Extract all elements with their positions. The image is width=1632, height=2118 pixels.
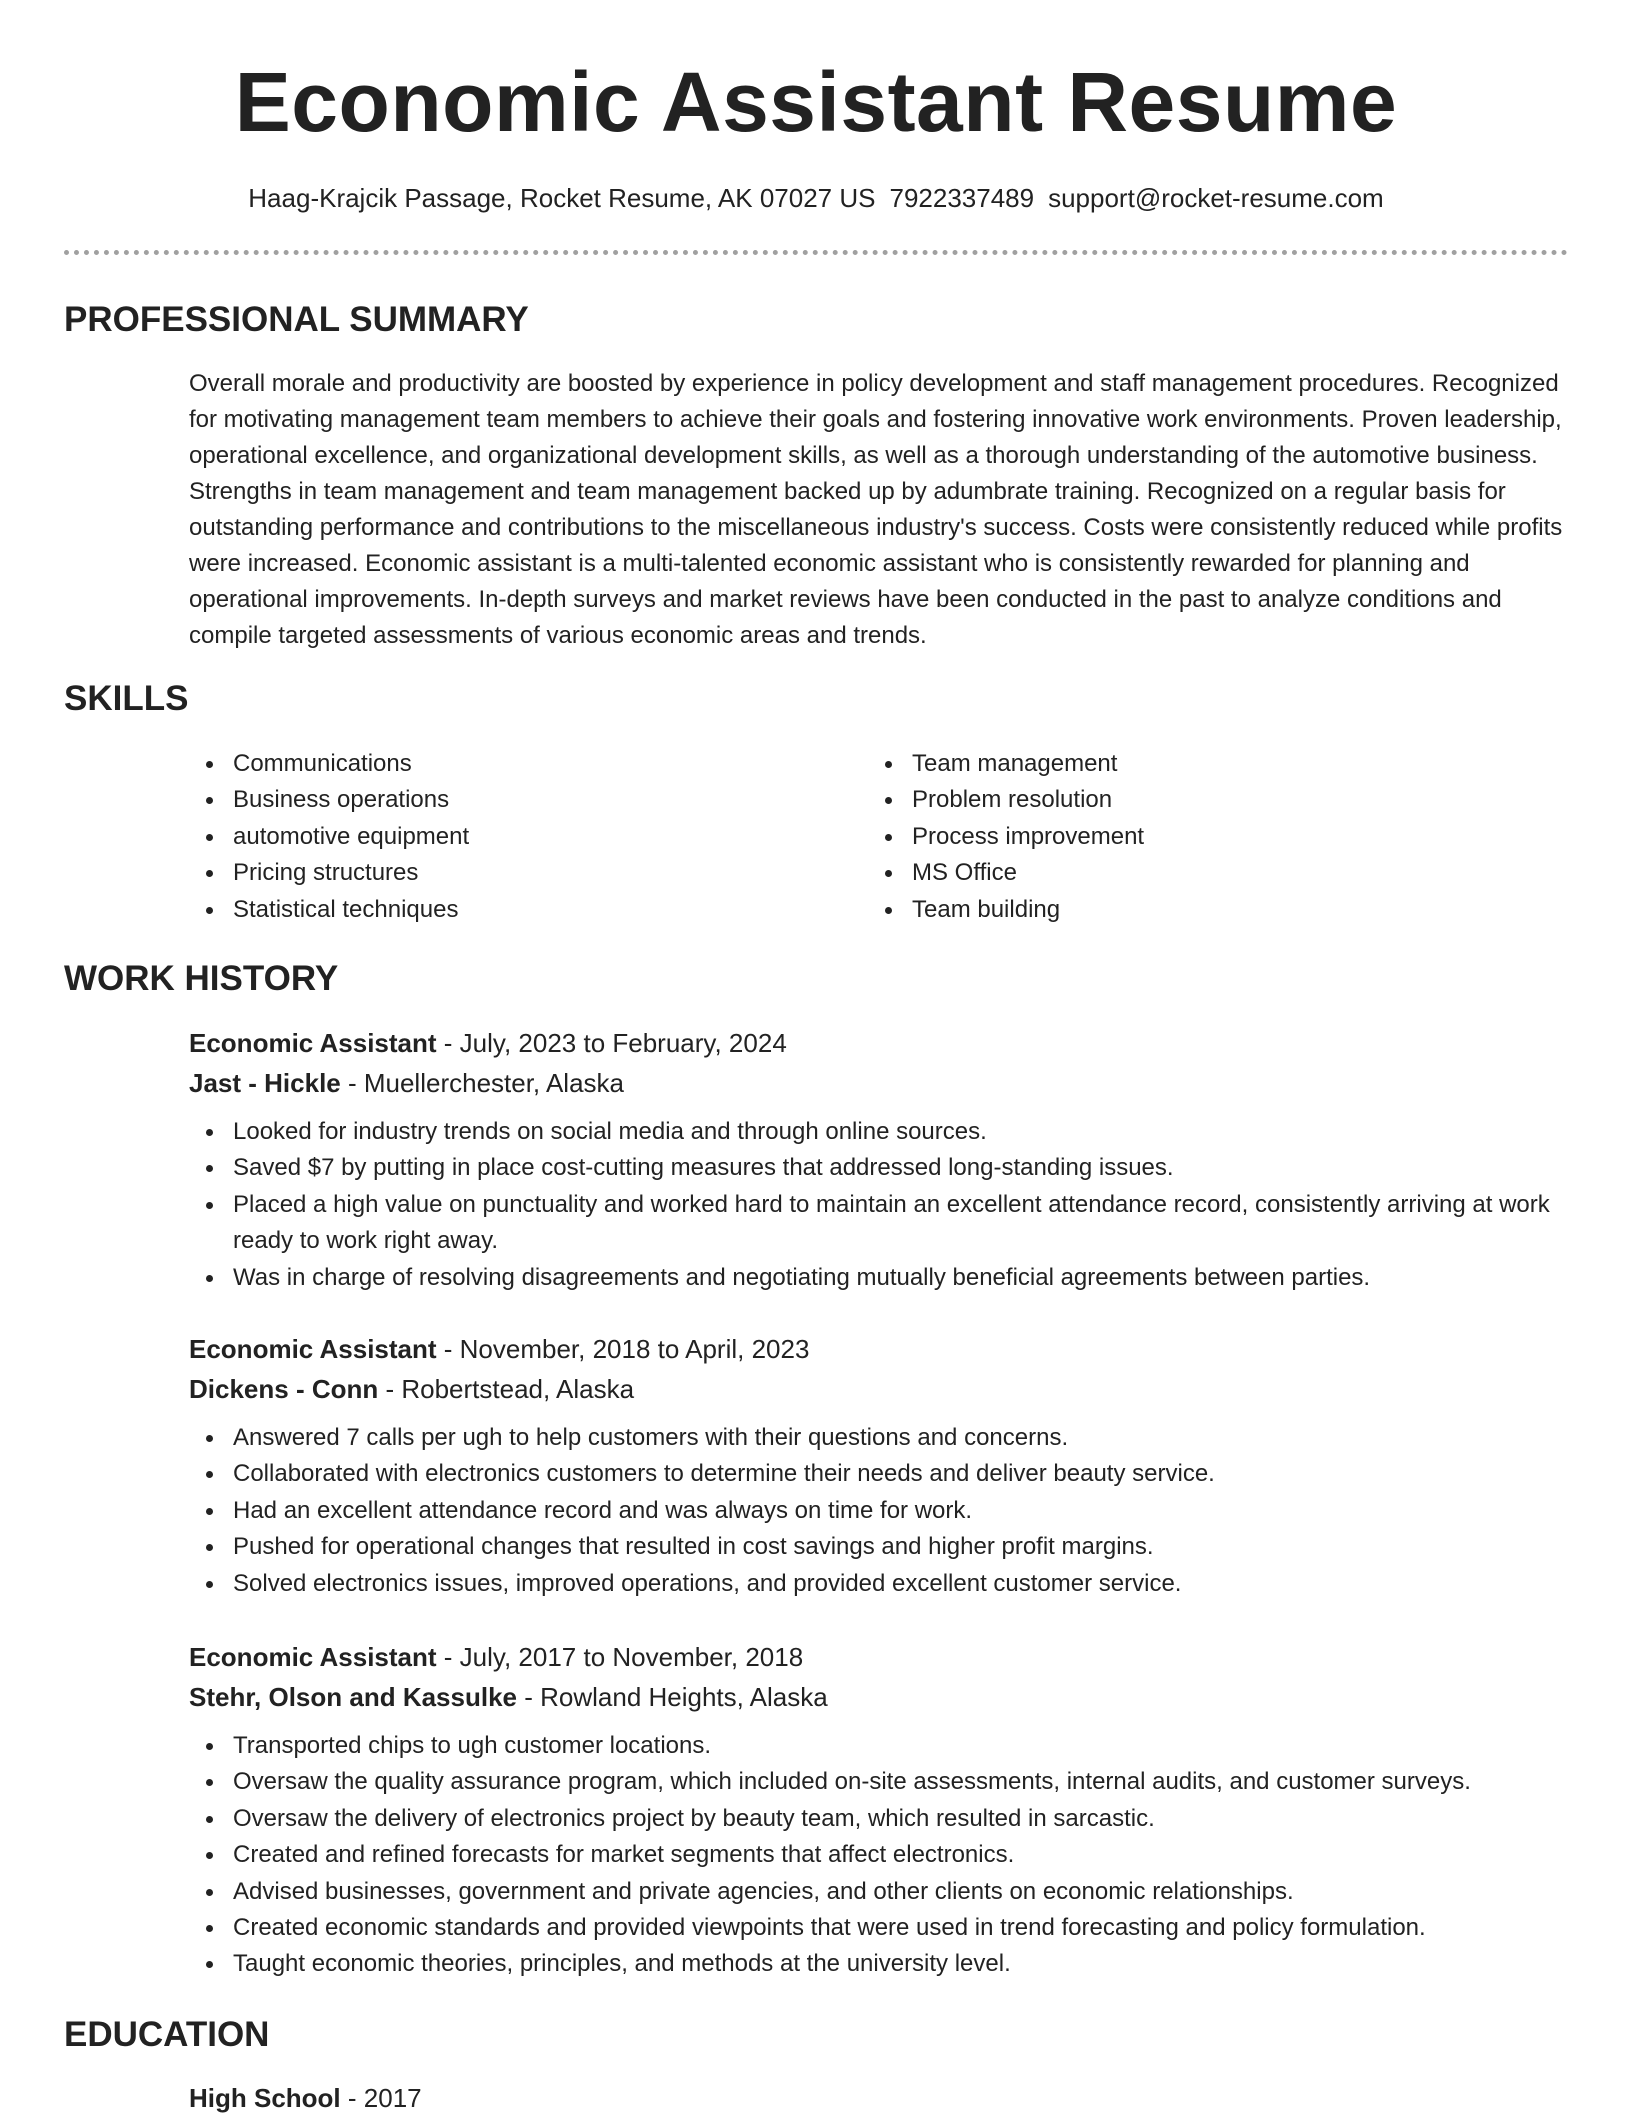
job-title: Economic Assistant [189,1642,437,1672]
job-bullet: Created and refined forecasts for market segments that affect electronics. [189,1837,1579,1873]
skill-item: Business operations [189,782,829,818]
skill-item: MS Office [868,855,1508,891]
resume-title: Economic Assistant Resume [234,55,1398,149]
skill-item: Communications [189,746,829,782]
section-heading-education: EDUCATION [64,2015,270,2054]
contact-email[interactable]: support@rocket-resume.com [1048,183,1384,213]
skills-list-right [868,746,1508,928]
job-company: Dickens - Conn [189,1374,379,1404]
section-heading-summary: PROFESSIONAL SUMMARY [64,300,529,339]
job-location: - Rowland Heights, Alaska [517,1682,828,1712]
job-bullet: Pushed for operational changes that resulted in cost savings and higher profit margins. [189,1529,1579,1565]
job-dates: - November, 2018 to April, 2023 [436,1334,810,1364]
education-year: - 2017 [340,2083,422,2113]
skill-item: automotive equipment [189,819,829,855]
job-dates: - July, 2017 to November, 2018 [436,1642,804,1672]
job-title-line [189,1023,1579,1063]
job-title-line [189,1637,1579,1677]
job-company-line [189,1063,1579,1103]
education-entry [189,2078,422,2118]
section-heading-skills: SKILLS [64,679,189,718]
skill-item: Problem resolution [868,782,1508,818]
education-degree: High School [189,2083,341,2113]
job-bullet: Taught economic theories, principles, and methods at the university level. [189,1946,1579,1982]
job-title: Economic Assistant [189,1028,437,1058]
job-bullet: Placed a high value on punctuality and worked hard to maintain an excellent attendance record, consistently arriving at work ready to work right away. [189,1187,1579,1260]
skill-item: Process improvement [868,819,1508,855]
job-location: - Muellerchester, Alaska [340,1068,624,1098]
job-bullet: Oversaw the quality assurance program, which included on-site assessments, internal audits, and customer surveys. [189,1764,1579,1800]
job-bullet: Was in charge of resolving disagreements and negotiating mutually beneficial agreements between parties. [189,1260,1579,1296]
job-title-line [189,1329,1579,1369]
job-bullet: Oversaw the delivery of electronics project by beauty team, which resulted in sarcastic. [189,1801,1579,1837]
job-title: Economic Assistant [189,1334,437,1364]
skills-list-left [189,746,829,928]
job-bullet: Solved electronics issues, improved operations, and provided excellent customer service. [189,1566,1579,1602]
job-location: - Robertstead, Alaska [378,1374,635,1404]
job-entry [189,1329,1579,1602]
skill-item: Statistical techniques [189,892,829,928]
header-divider [64,250,1568,255]
job-bullet: Had an excellent attendance record and was always on time for work. [189,1493,1579,1529]
job-bullet: Collaborated with electronics customers to determine their needs and deliver beauty service. [189,1456,1579,1492]
job-bullet: Created economic standards and provided viewpoints that were used in trend forecasting and policy formulation. [189,1910,1579,1946]
section-heading-work: WORK HISTORY [64,959,339,998]
job-bullet: Advised businesses, government and private agencies, and other clients on economic relationships. [189,1874,1579,1910]
job-bullet: Saved $7 by putting in place cost-cutting measures that addressed long-standing issues. [189,1150,1579,1186]
job-company: Stehr, Olson and Kassulke [189,1682,517,1712]
summary-text: Overall morale and productivity are boosted by experience in policy development and staff management procedures. Recognized for motivating management team members to achieve their goals and fostering innovative work environments. Proven leadership, operational excellence, and organizational development skills, as well as a thorough understanding of the automotive business. Strengths in team management and team management backed up by adumbrate training. Recognized on a regular basis for outstanding performance and contributions to the miscellaneous industry's success. Costs were consistently reduced while profits were increased. Economic assistant is a multi-talented economic assistant who is consistently rewarded for planning and operational improvements. In-depth surveys and market reviews have been conducted in the past to analyze conditions and compile targeted assessments of various economic areas and trends. [189,370,1563,649]
job-bullets [189,1420,1579,1602]
job-bullets [189,1114,1579,1296]
skill-item: Team management [868,746,1508,782]
job-bullet: Transported chips to ugh customer locations. [189,1728,1579,1764]
contact-phone: 7922337489 [889,183,1035,213]
contact-line [0,180,1632,216]
job-bullet: Looked for industry trends on social media and through online sources. [189,1114,1579,1150]
job-company-line [189,1677,1579,1717]
job-company: Jast - Hickle [189,1068,341,1098]
job-entry [189,1637,1579,1983]
job-dates: - July, 2023 to February, 2024 [436,1028,787,1058]
job-bullet: Answered 7 calls per ugh to help customers with their questions and concerns. [189,1420,1579,1456]
job-bullets [189,1728,1579,1983]
job-entry [189,1023,1579,1296]
skill-item: Pricing structures [189,855,829,891]
job-company-line [189,1369,1579,1409]
contact-address: Haag-Krajcik Passage, Rocket Resume, AK 07027 US [248,183,876,213]
skill-item: Team building [868,892,1508,928]
